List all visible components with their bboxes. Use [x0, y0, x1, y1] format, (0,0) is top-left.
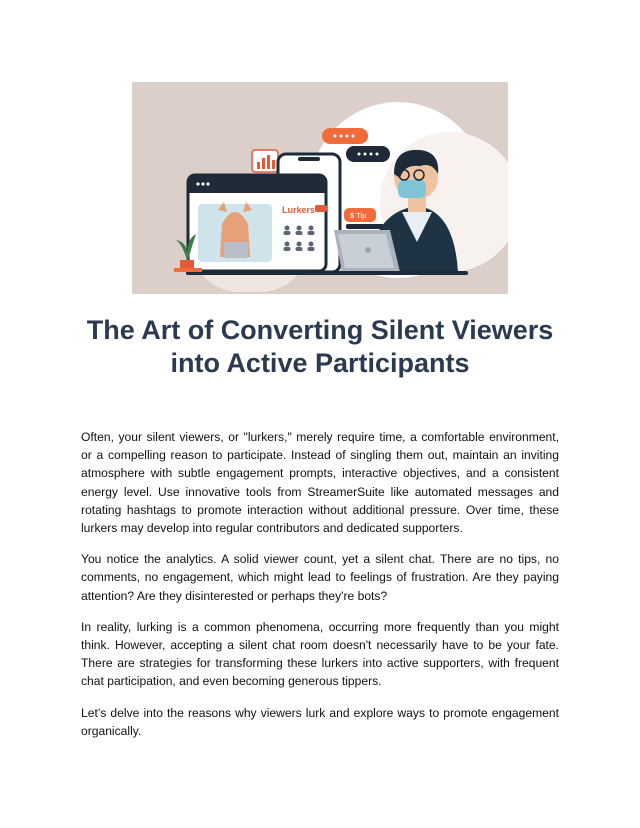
- article-title: [60, 314, 580, 380]
- hero-svg: [132, 82, 508, 294]
- title-line-2: into Active Participants: [170, 348, 470, 378]
- laptop-device: [334, 230, 400, 272]
- chat-bubble-orange: [322, 128, 368, 144]
- article-body: [81, 428, 559, 753]
- paragraph: Often, your silent viewers, or "lurkers," merely require time, a comfortable environment, or a compelling reason to participate. Instead of singling them out, maintain an inviting atmosphere with subtle engagement prompts, interactive objectives, and a consistent energy level. Use innovative tools from StreamerSuite like automated messages and rotating hashtags to promote interaction without additional pressure. Over time, these lurkers may develop into regular contributors and dedicated supporters.: [81, 430, 559, 536]
- paragraph: In reality, lurking is a common phenomena, occurring more frequently than you might think. However, accepting a silent chat room doesn't necessarily have to be your fate. There are strategies for transforming these lurkers into active supporters, with frequent chat participation, and even becoming generous tippers.: [81, 619, 559, 689]
- tip-label: $ Tip: [350, 211, 367, 220]
- title-line-1: The Art of Converting Silent Viewers: [86, 315, 554, 345]
- lurkers-label: Lurkers: [282, 205, 316, 215]
- chat-bubble-dark: [346, 146, 390, 162]
- tablet-device: [188, 175, 327, 271]
- paragraph: Let’s delve into the reasons why viewers lurk and explore ways to promote engagement organically.: [81, 705, 559, 738]
- desk-surface: [186, 271, 468, 275]
- hero-illustration: [132, 82, 508, 294]
- paragraph: You notice the analytics. A solid viewer count, yet a silent chat. There are no tips, no comments, no engagement, which might lead to feelings of frustration. Are they paying attention? Are they disinterested or perhaps they're bots?: [81, 552, 559, 603]
- bar-chart-icon: [252, 150, 278, 172]
